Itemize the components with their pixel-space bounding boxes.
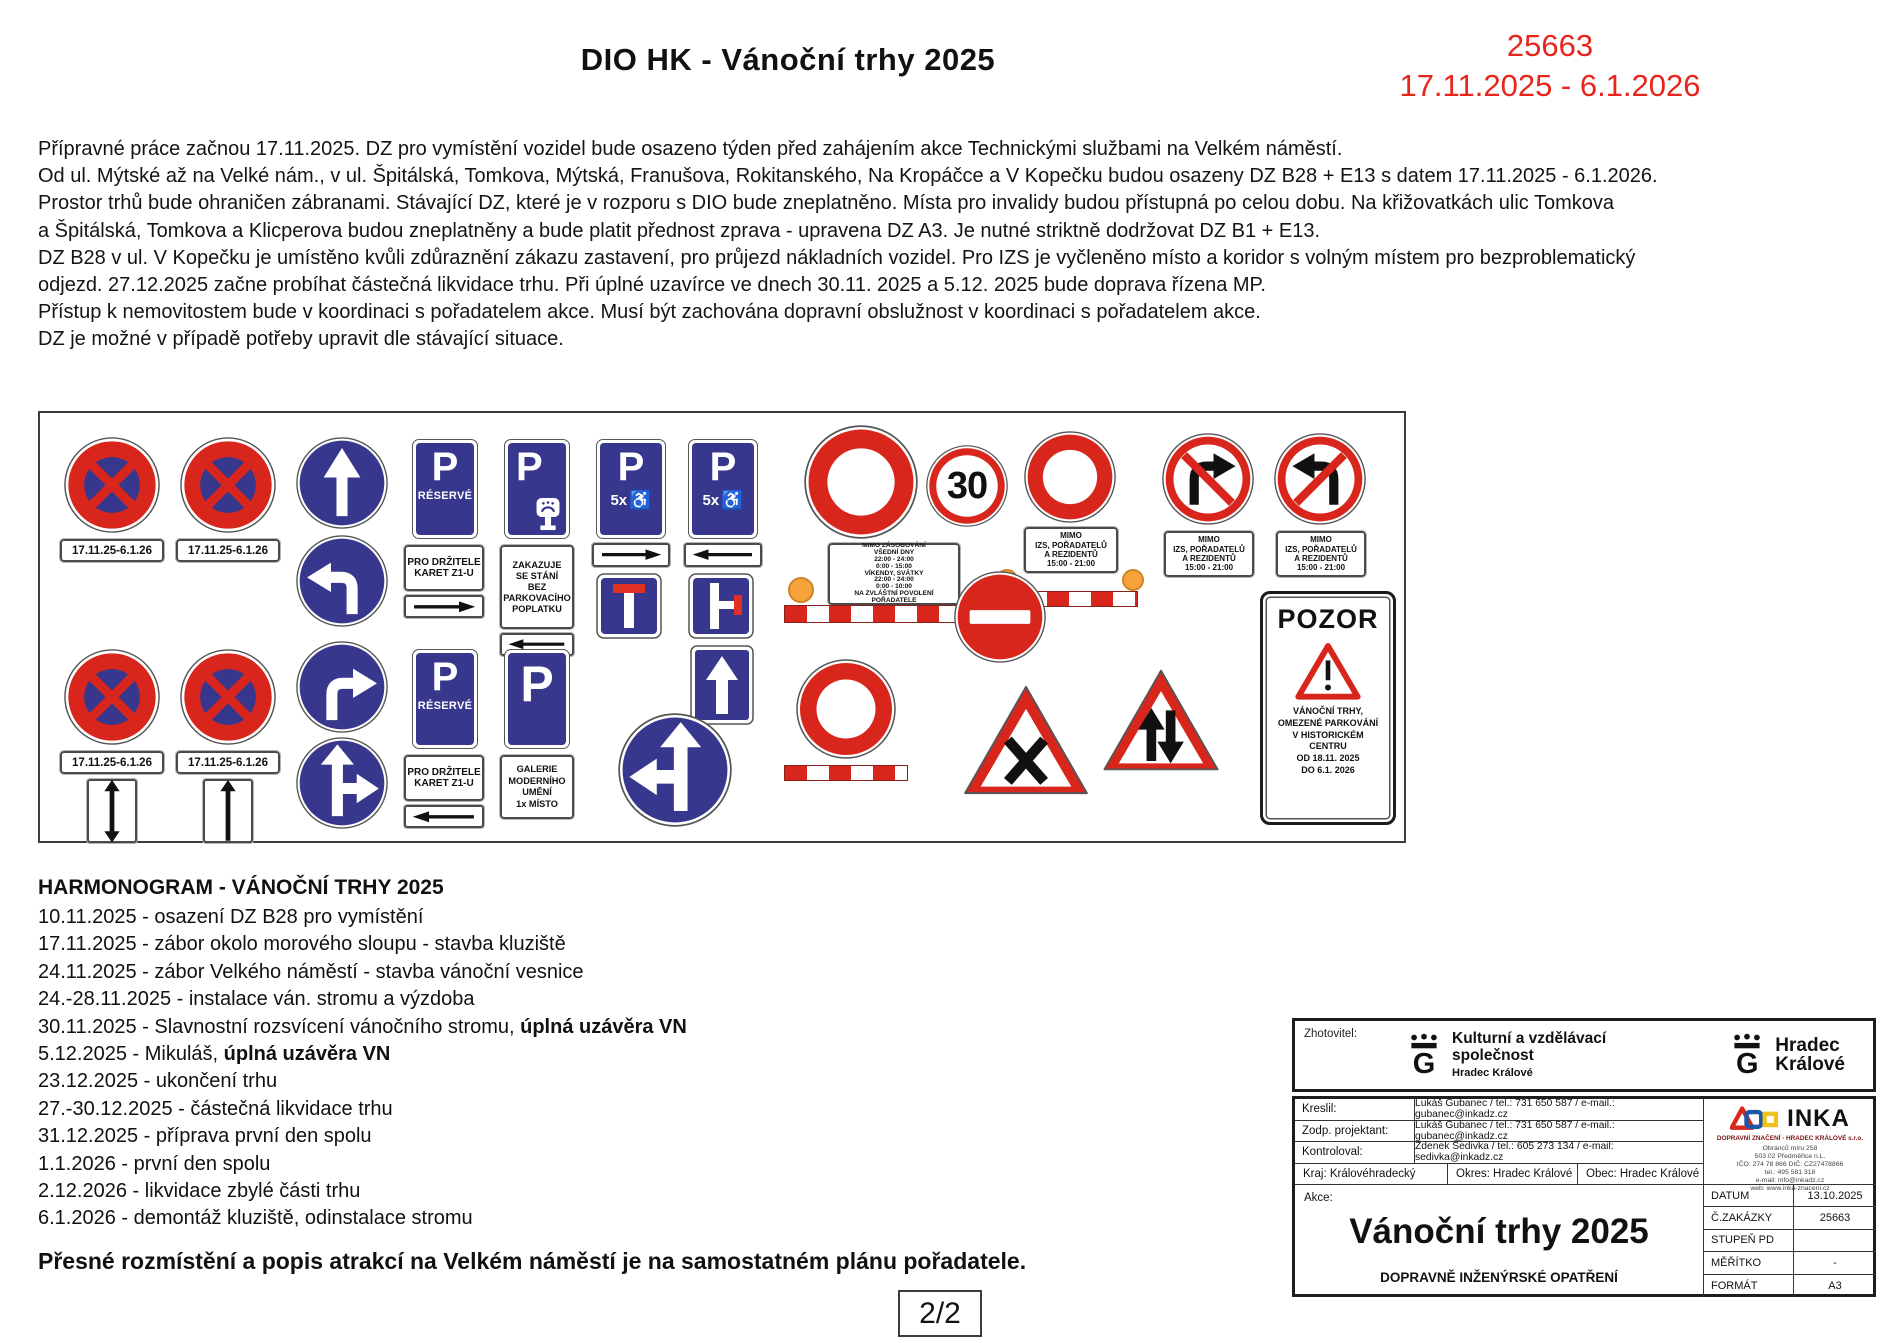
izs-exception-plate: MIMO IZS, POŘADATELŮ A REZIDENTŮ 15:00 - 21:00 [1024, 527, 1118, 573]
harmonogram-item: 24.-28.11.2025 - instalace ván. stromu a výzdoba [38, 988, 475, 1011]
gallery-plate: GALERIE MODERNÍHO UMĚNÍ 1x MÍSTO [500, 755, 574, 819]
paid-parking-sign [504, 439, 570, 539]
intro-line: DZ B28 v ul. V Kopečku je umístěno kvůli zdůraznění zákazu zastavení, pro průjezd nákladních vozidel. Pro IZS je vyčleněno místo a koridor s volným místem pro bezproblematický [38, 246, 1636, 269]
harmonogram-item: 6.1.2026 - demontáž kluziště, odinstalace stromu [38, 1207, 473, 1230]
meta-row: FORMÁT A3 [1704, 1275, 1876, 1297]
no-stopping-sign-icon [180, 437, 276, 533]
parking-reserve-sign [504, 649, 570, 749]
project-subtitle: DOPRAVNĚ INŽENÝRSKÉ OPATŘENÍ [1380, 1270, 1618, 1285]
validity-date-plate: 17.11.25-6.1.26 [176, 539, 280, 562]
warning-triangle-icon [1295, 642, 1361, 700]
turn-left-sign-icon [296, 535, 388, 627]
parking-fee-plate: ZAKAZUJE SE STÁNÍ BEZ PARKOVACÍHO POPLATKU [500, 545, 574, 629]
go-straight-sign-icon [296, 437, 388, 529]
inka-logo-icon [1730, 1104, 1782, 1134]
validity-date-plate: 17.11.25-6.1.26 [60, 751, 164, 774]
speed-limit-30-sign [926, 445, 1008, 527]
titleblock-row: Zodp. projektant: Lukáš Gubanec / tel.: 731 650 587 / e-mail.: gubanec@inkadz.cz [1295, 1121, 1703, 1143]
crown-g-icon: G [1405, 1033, 1443, 1077]
straight-or-right-sign-icon [296, 737, 388, 829]
p-letter: P [709, 445, 737, 489]
up-arrow-icon [209, 778, 247, 845]
meta-row: MĚŘÍTKO - [1704, 1252, 1876, 1274]
titleblock-row: Kreslil: Lukáš Gubanec / tel.: 731 650 587 / e-mail.: gubanec@inkadz.cz [1295, 1099, 1703, 1121]
attractions-note: Přesné rozmístění a popis atrakcí na Velkém náměstí je na samostatném plánu pořadatele. [38, 1248, 1027, 1274]
traffic-signs-panel [38, 411, 1406, 843]
pozor-text: VÁNOČNÍ TRHY, OMEZENÉ PARKOVÁNÍ V HISTORICKÉM CENTRU OD 18.11. 2025 DO 6.1. 2026 [1277, 706, 1379, 775]
region-row: Kraj: Královéhradecký Okres: Hradec Králové Obec: Hradec Králové [1295, 1164, 1703, 1186]
akce-label: Akce: [1304, 1192, 1333, 1204]
harmonogram-title: HARMONOGRAM - VÁNOČNÍ TRHY 2025 [38, 876, 444, 899]
arrow-right-plate [592, 543, 670, 567]
warning-beacon-icon [788, 577, 814, 603]
intro-line: Přípravné práce začnou 17.11.2025. DZ pro vymístění vozidel bude osazeno týden před zahájením akce Technickými službami na Velkém náměstí. [38, 138, 1343, 160]
double-arrow-icon [93, 778, 131, 845]
no-vehicles-sign-icon [1024, 431, 1116, 523]
meta-row: Č.ZAKÁZKY 25663 [1704, 1207, 1876, 1229]
arrow-left-plate [684, 543, 762, 567]
kvs-logo: G Kulturní a vzdělávací společnost Hradec Králové [1405, 1031, 1606, 1079]
project-title: Vánoční trhy 2025 [1349, 1212, 1649, 1251]
intro-line: Přístup k nemovitostem bude v koordinaci s pořadatelem akce. Musí být zachována dopravní obslužnost v koordinaci s pořadatelem akce. [38, 301, 1261, 324]
order-header [1360, 26, 1740, 106]
section-start-plate [203, 779, 253, 843]
wheelchair-icon: ♿ [629, 490, 652, 510]
intro-line: a Špitálská, Tomkova a Klicperova budou zneplatněny a bude platit přednost zprava - upravena DZ A3. Je nutné striktně dodržovat DZ B1 + E13. [38, 219, 1321, 242]
p-letter: P [431, 655, 459, 699]
harmonogram-item: 1.1.2026 - první den spolu [38, 1152, 271, 1175]
intro-line: Prostor trhů bude ohraničen zábranami. Stávající DZ, které je v rozporu s DIO bude zneplatněno. Místa pro invalidy budou přístupná po celou dobu. Na křižovatkách ulic Tomkova [38, 192, 1615, 215]
two-way-traffic-sign-icon [1100, 667, 1222, 773]
inka-address: Obránců míru 258 503 02 Předměřice n.L. IČO: 274 78 866 DIČ: CZ27478866 tel.: 495 581 318 e-mail: info@inkadz.cz web: www.inka-znaceni.cz [1736, 1145, 1844, 1193]
arrow-left-plate [404, 805, 484, 828]
harmonogram-item: 31.12.2025 - příprava první den spolu [38, 1125, 372, 1148]
p-letter: P [431, 445, 459, 489]
arrow-right-plate [404, 595, 484, 618]
crown-g-icon: G [1728, 1033, 1766, 1077]
meta-table [1703, 1185, 1876, 1297]
no-stopping-sign-icon [64, 437, 160, 533]
disabled-parking-sign [596, 439, 666, 539]
inka-subtitle: DOPRAVNÍ ZNAČENÍ - HRADEC KRÁLOVÉ s.r.o. [1716, 1135, 1864, 1142]
harmonogram-item: 10.11.2025 - osazení DZ B28 pro vymístění [38, 906, 424, 928]
pozor-title: POZOR [1277, 604, 1379, 634]
no-stopping-sign-icon [180, 649, 276, 745]
road-barrier [784, 765, 908, 781]
intro-paragraph [38, 136, 1658, 354]
harmonogram-item: 24.11.2025 - zábor Velkého náměstí - stavba vánoční vesnice [38, 960, 584, 983]
no-stopping-sign-icon [64, 649, 160, 745]
harmonogram-item: 30.11.2025 - Slavnostní rozsvícení vánočního stromu, úplná uzávěra VN [38, 1015, 687, 1038]
space-count: 5x [702, 492, 720, 509]
turn-right-sign-icon [296, 641, 388, 733]
titleblock-contractor [1292, 1018, 1876, 1092]
dead-end-sign-icon [596, 573, 662, 639]
intro-line: DZ je možné v případě potřeby upravit dle stávající situace. [38, 328, 564, 351]
intro-line: odjezd. 27.12.2025 začne probíhat částečná likvidace trhu. Při úplné uzavírce ve dnech 30.11. 2025 a 5.12. 2025 bude doprava řízena MP. [38, 274, 1266, 297]
no-entry-sign-icon [954, 571, 1046, 663]
right-arrow-icon [410, 600, 478, 614]
page-number-box: 2/2 [898, 1290, 982, 1337]
reserve-label: RÉSERVÉ [417, 700, 473, 712]
harmonogram-item: 27.-30.12.2025 - částečná likvidace trhu [38, 1097, 393, 1120]
meta-row: STUPEŇ PD [1704, 1230, 1876, 1252]
p-letter: P [520, 656, 554, 712]
izs-exception-plate: MIMO IZS, POŘADATELŮ A REZIDENTŮ 15:00 - 21:00 [1164, 531, 1254, 577]
crossroads-warning-sign-icon [960, 683, 1092, 797]
dead-end-side-sign-icon [688, 573, 754, 639]
card-holder-plate: PRO DRŽITELE KARET Z1-U [404, 755, 484, 801]
meta-row: DATUM 13.10.2025 [1704, 1185, 1876, 1207]
city-name: Hradec [1775, 1034, 1840, 1056]
titleblock-row: Kontroloval: Zdenek Šedivka / tel.: 605 273 134 / e-mail: sedivka@inkadz.cz [1295, 1142, 1703, 1164]
kvs-name: Kulturní a vzdělávací [1452, 1030, 1607, 1047]
validity-date-plate: 17.11.25-6.1.26 [60, 539, 164, 562]
harmonogram-item: 2.12.2026 - likvidace zbylé části trhu [38, 1180, 361, 1203]
order-number: 25663 [1506, 28, 1594, 63]
section-both-directions-plate [87, 779, 137, 843]
pozor-info-sign [1260, 591, 1396, 825]
reserve-label: RÉSERVÉ [417, 490, 473, 502]
inka-logo-block [1703, 1099, 1876, 1193]
disabled-parking-sign [688, 439, 758, 539]
parking-reserve-sign [412, 439, 478, 539]
harmonogram-section [38, 876, 687, 1233]
page-title: DIO HK - Vánoční trhy 2025 [580, 42, 996, 77]
p-letter: P [617, 445, 645, 489]
project-title-area [1295, 1185, 1703, 1297]
inka-name: INKA [1787, 1105, 1850, 1132]
no-left-turn-sign-icon [1274, 433, 1366, 525]
harmonogram-item: 5.12.2025 - Mikuláš, úplná uzávěra VN [38, 1043, 391, 1066]
hradec-kralove-logo: G Hradec Králové [1728, 1033, 1845, 1077]
intro-line: Od ul. Mýtské až na Velké nám., v ul. Špitálská, Tomkova, Mýtská, Franušova, Rokitanského, Na Kropáčce a V Kopečku budou osazeny DZ B28 + E13 s datem 17.11.2025 - 6.1.2026. [38, 165, 1658, 188]
harmonogram-item: 17.11.2025 - zábor okolo morového sloupu - stavba kluziště [38, 933, 566, 956]
order-date-range: 17.11.2025 - 6.1.2026 [1399, 68, 1701, 103]
no-vehicles-sign-icon [796, 659, 896, 759]
validity-date-plate: 17.11.25-6.1.26 [176, 751, 280, 774]
left-arrow-icon [410, 810, 478, 824]
wheelchair-icon: ♿ [721, 490, 744, 510]
supply-exception-plate: MIMO ZÁSOBOVÁNÍ VŠEDNÍ DNY 22:00 - 24:00 0:00 - 15:00 VÍKENDY, SVÁTKY 22:00 - 24:00 0:00 - 10:00 NA ZVLÁŠTNÍ POVOLENÍ POŘADATELE [828, 543, 960, 605]
no-vehicles-sign-icon [804, 425, 918, 539]
warning-beacon-icon [1122, 569, 1144, 591]
contractor-label: Zhotovitel: [1304, 1028, 1358, 1040]
card-holder-plate: PRO DRŽITELE KARET Z1-U [404, 545, 484, 591]
right-arrow-icon [598, 548, 664, 561]
titleblock-main [1292, 1096, 1876, 1297]
parking-reserve-sign [412, 649, 478, 749]
space-count: 5x [610, 492, 628, 509]
straight-or-left-sign-icon [618, 713, 732, 827]
parking-meter-icon [535, 497, 561, 531]
harmonogram-item: 23.12.2025 - ukončení trhu [38, 1070, 278, 1093]
kvs-city: Hradec Králové [1452, 1067, 1533, 1079]
no-right-turn-sign-icon [1162, 433, 1254, 525]
left-arrow-icon [690, 548, 756, 561]
speed-limit-value: 30 [946, 464, 988, 507]
p-letter: P [516, 445, 543, 489]
izs-exception-plate: MIMO IZS, POŘADATELŮ A REZIDENTŮ 15:00 - 21:00 [1276, 531, 1366, 577]
